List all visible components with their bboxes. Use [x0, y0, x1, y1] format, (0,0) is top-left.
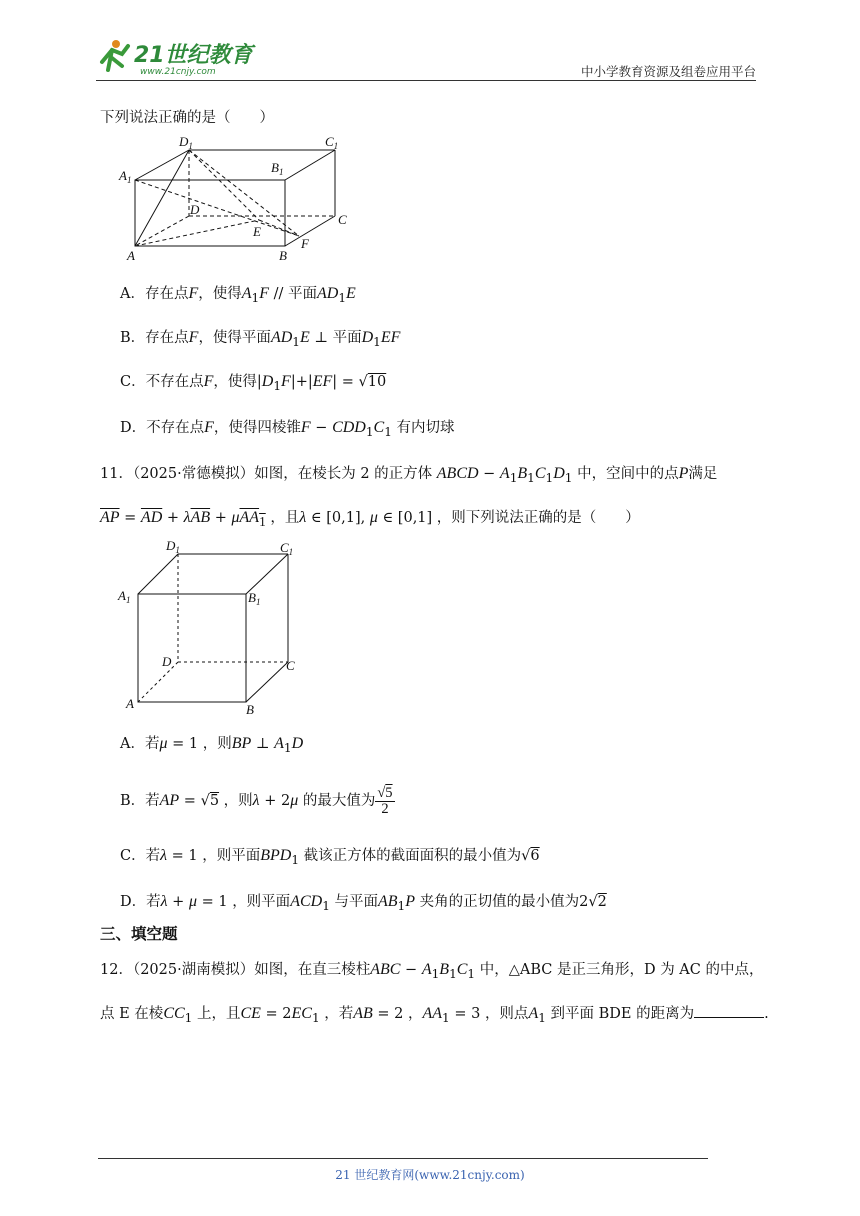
section-title-fill-in: 三、填空题: [100, 925, 178, 943]
svg-text:C: C: [286, 658, 295, 673]
svg-text:F: F: [301, 236, 309, 251]
footer-text: 21 世纪教育网(www.21cnjy.com): [335, 1168, 525, 1182]
svg-text:A1: $A_1$: [118, 588, 131, 605]
q10-option-c: C．不存在点F，使得$|D_1F|+|EF| = √10$: [120, 373, 387, 393]
q11-option-b: B．若AP = √5 ，则λ + 2μ 的最大值为 $\frac{√5}{2}$: [120, 785, 393, 817]
q11-line-2: $\overline{AP} = \overline{AD} + \lambda\overline{AB} + \mu AA_1$ ，且λ ∈ [0,1], μ ∈ [0,1] ，则下列说法正确的是（ ）: [100, 509, 640, 530]
q10-option-b: B．存在点F，使得平面$AD_1E$ ⊥ 平面$D_1EF$: [120, 329, 401, 349]
svg-text:C1: $C_1$: [280, 540, 294, 557]
q10-option-a: A．存在点F，使得$A_1F$ // 平面$AD_1E$: [120, 285, 356, 305]
q10-option-d: D．不存在点F，使得四棱锥$F - CDD_1C_1$ 有内切球: [120, 419, 455, 439]
q10-figure: [115, 132, 355, 268]
q11-figure: [112, 534, 312, 724]
svg-text:D: D: [162, 654, 172, 669]
q11-option-c: C．若λ = 1 ，则平面$BPD_1$ 截该正方体的截面面积的最小值为√6: [120, 847, 540, 867]
q11-option-d: D．若λ + μ = 1 ，则平面$ACD_1$ 与平面$AB_1P$ 夹角的正切值的最小值为2√2: [120, 893, 607, 913]
header-divider: [96, 80, 756, 81]
answer-blank[interactable]: [694, 1003, 764, 1018]
svg-text:B1: $B_1$: [271, 160, 284, 177]
svg-text:www.21cnjy.com: www.21cnjy.com: [140, 67, 216, 77]
footer-divider: [98, 1158, 708, 1159]
svg-text:A: A: [127, 248, 135, 263]
svg-text:21世纪教育: 21世纪教育: [134, 43, 253, 68]
svg-text:A1: $A_1$: [119, 168, 132, 185]
svg-text:B: B: [279, 248, 287, 263]
q12-line-2: 点 E 在棱$CC_1$ 上，且CE = $2EC_1$ ，若AB = 2 ，$AA_1 = 3$ ，则点$A_1$ 到平面 BDE 的距离为 .: [100, 1005, 769, 1025]
platform-name: 中小学教育资源及组卷应用平台: [580, 64, 756, 79]
q11-option-a: A．若μ = 1 ，则BP ⊥ $A_1D$: [120, 735, 304, 755]
svg-text:D1: $D_1$: [166, 538, 180, 555]
q12-line-1: 12．（2025·湖南模拟）如图，在直三棱柱ABC − $A_1B_1C_1$ 中，△ABC 是正三角形，D 为 AC 的中点，: [100, 961, 764, 981]
svg-text:A: A: [126, 696, 134, 711]
svg-text:C1: $C_1$: [325, 134, 339, 151]
svg-text:B1: $B_1$: [248, 590, 261, 607]
q11-line-1: 11．（2025·常德模拟）如图，在棱长为 2 的正方体 ABCD − $A_1B_1C_1D_1$ 中，空间中的点P满足: [100, 465, 718, 485]
q10-stem: 下列说法正确的是（ ）: [100, 110, 274, 126]
site-logo: [94, 36, 264, 78]
svg-text:C: C: [338, 212, 347, 227]
svg-text:D: D: [190, 202, 200, 217]
svg-text:E: E: [253, 224, 261, 239]
runner-logo-icon: [102, 40, 128, 70]
svg-text:D1: $D_1$: [179, 134, 193, 151]
svg-text:B: B: [246, 702, 254, 717]
